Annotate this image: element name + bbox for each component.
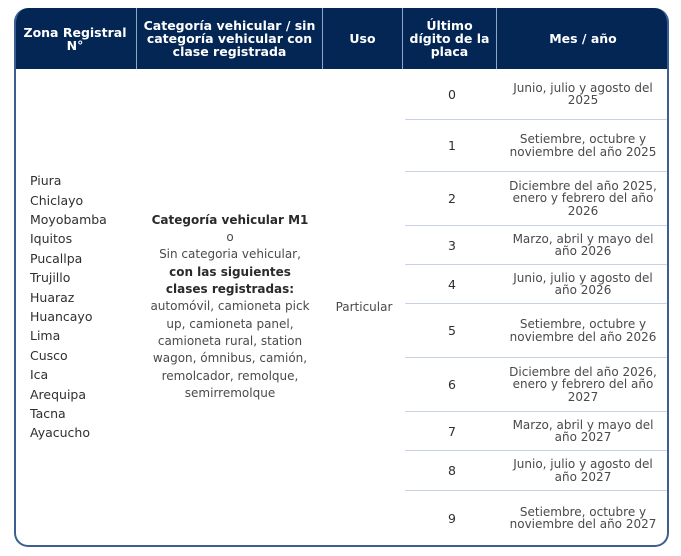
period-cell: Junio, julio y agosto del año 2027: [513, 457, 653, 484]
schedule-rows: [405, 69, 667, 545]
zone-item: Huaraz: [30, 289, 75, 305]
zones-cell: [16, 69, 137, 545]
digit-cell: 6: [448, 377, 456, 392]
header-uso: Uso: [323, 8, 403, 69]
category-m1-label: Categoría vehicular M1: [151, 212, 309, 227]
table-row: [405, 451, 667, 491]
zone-item: Trujillo: [30, 270, 71, 286]
header-ultimo-digito: Último dígito de la placa: [403, 8, 497, 69]
zone-item: Chiclayo: [30, 192, 84, 208]
zone-item: Huancayo: [30, 309, 93, 324]
header-zona-registral: Zona Registral N°: [14, 8, 137, 69]
period-cell: Diciembre del año 2026, enero y febrero del año 2027: [509, 364, 657, 404]
digit-cell: 5: [448, 323, 456, 338]
period-cell: Junio, julio y agosto del año 2026: [513, 270, 653, 297]
period-cell: Diciembre del año 2025, enero y febrero del año 2026: [509, 178, 657, 218]
schedule-table: [14, 8, 669, 547]
header-categoria: Categoría vehicular / sin categoría vehicular con clase registrada: [137, 8, 323, 69]
digit-cell: 0: [448, 86, 456, 102]
table-row: [405, 172, 667, 226]
table-row: [405, 358, 667, 412]
zone-item: Cusco: [30, 347, 68, 363]
table-row: [405, 265, 667, 304]
category-none-label: Sin categoria vehicular,: [159, 247, 301, 262]
digit-cell: 9: [448, 510, 456, 526]
table-row: [405, 491, 667, 545]
table-row: [405, 304, 667, 358]
digit-cell: 3: [448, 237, 456, 253]
zone-item: Piura: [30, 173, 62, 189]
table-header: [14, 8, 669, 69]
uso-cell: Particular: [335, 300, 393, 314]
zone-item: Ica: [30, 367, 49, 383]
table-row: [405, 226, 667, 265]
period-cell: Junio, julio y agosto del 2025: [513, 80, 653, 107]
digit-cell: 2: [448, 191, 456, 206]
table-body: [16, 69, 667, 545]
zone-item: Iquitos: [30, 231, 73, 247]
digit-cell: 4: [448, 276, 456, 292]
zone-item: Tacna: [30, 406, 66, 422]
digit-cell: 1: [448, 138, 456, 153]
digit-cell: 8: [448, 463, 456, 478]
table-row: [405, 120, 667, 172]
period-cell: Setiembre, octubre y noviembre del año 2025: [509, 132, 657, 159]
category-classes-heading: con las siguientes clases registradas:: [165, 264, 295, 297]
zone-item: Moyobamba: [30, 211, 107, 227]
period-cell: Marzo, abril y mayo del año 2026: [512, 231, 654, 258]
category-cell: [137, 69, 323, 545]
digit-cell: 7: [448, 423, 456, 439]
zone-item: Arequipa: [30, 386, 87, 402]
category-or-label: o: [226, 230, 234, 245]
table-row: [405, 69, 667, 120]
period-cell: Setiembre, octubre y noviembre del año 2026: [509, 317, 657, 344]
period-cell: Setiembre, octubre y noviembre del año 2027: [509, 504, 657, 531]
category-classes-list: automóvil, camioneta pick up, camioneta panel, camioneta rural, station wagon, ómnibus, camión, remolcador, remolque, semirremolque: [150, 299, 310, 400]
zone-item: Pucallpa: [30, 250, 83, 266]
period-cell: Marzo, abril y mayo del año 2027: [512, 417, 654, 444]
zone-item: Lima: [30, 328, 61, 344]
header-mes-ano: Mes / año: [549, 31, 617, 46]
zone-item: Ayacucho: [30, 425, 90, 441]
table-row: [405, 412, 667, 451]
